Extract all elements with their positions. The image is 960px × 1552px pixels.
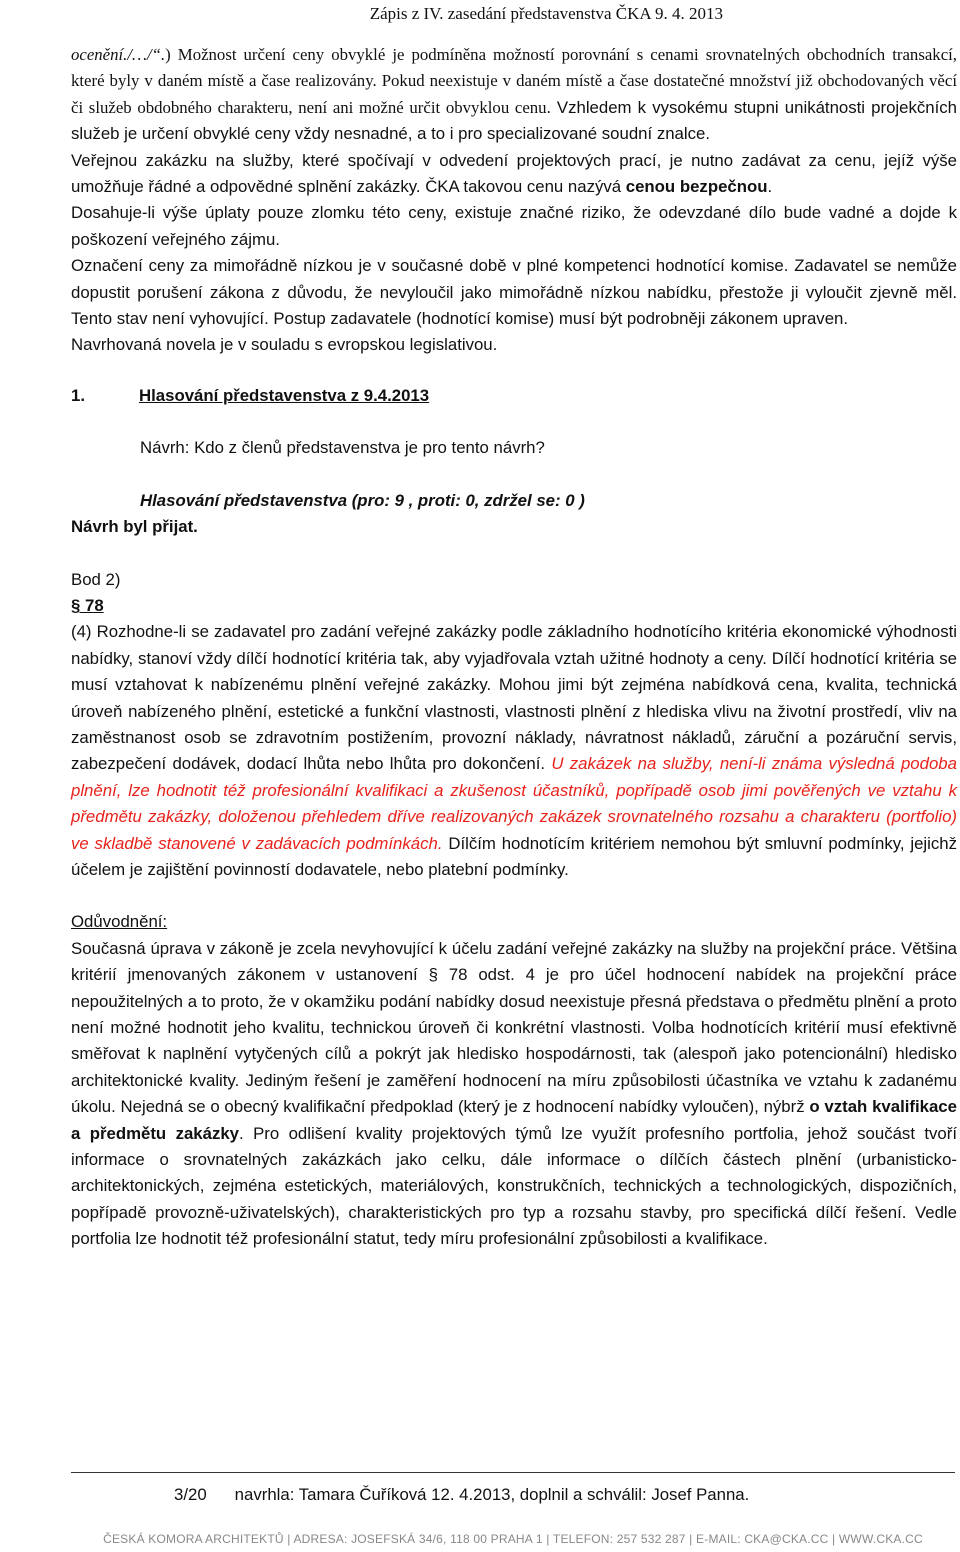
qualification-term: o vztah kvalifikace a předmětu zakázky bbox=[71, 1097, 957, 1143]
paragraph-public-contract bbox=[71, 148, 957, 201]
paragraph-text: (4) Rozhodne-li se zadavatel pro zadání veřejné zakázky podle základního hodnotícího kritéria ekonomické výhodnosti nabídky, stanoví vždy dílčí hodnotící kritéria tak, aby vyjadřovala vztah užitné hodnoty a ceny. Dílčí hodnotící kritéria se musí vztahovat k nabízenému plnění veřejné zakázky. Mohou jimi být zejména nabídková cena, kvalita, technická úroveň nabízeného plnění, estetické a funkční vlastnosti, vlastnosti plnění z hlediska vlivu na životní prostředí, vliv na zaměstnanost osob se zdravotním postižením, provozní náklady, návratnost nákladů, záruční a pozáruční servis, zabezpečení dodávek, dodací lhůta nebo lhůta pro dokončení. bbox=[71, 622, 957, 774]
paragraph-text: . Pro odlišení kvality projektových týmů lze využít profesního portfolia, jehož součást tvoří informace o srovnatelných zakázkách jako celku, dále informace o dílčích částech plnění (urbanisticko-architektonických, zejména estetických, materiálových, konstrukčních, technických a technologických, dispozičních, popřípadě provozně-uživatelských), charakteristických pro typ a rozsahu stavby, pro specifická dílčí řešení. Vedle portfolia lze hodnotit též profesionální statut, tedy míru profesionální způsobilosti a kvalifikace. bbox=[71, 1123, 958, 1249]
paragraph-text: . bbox=[767, 177, 773, 197]
paragraph-text: Současná úprava v zákoně je zcela nevyhovující k účelu zadání veřejné zakázky na služby na projekční práce. Většina kritérií jmenovaných zákonem v ustanovení § 78 odst. 4 je pro účel hodnocení nabídek na projekční práce nepoužitelných a to proto, že v okamžiku podání nabídky dosud neexistuje přesná představa o předmětu plnění a proto není možné hodnotit jeho kvalitu, technickou úroveň či konkrétní vlastnosti. Volba hodnotících kritérií musí efektivně směřovat k naplnění vytyčených cílů a pokrýt jak hledisko hospodárnosti, tak (alespoň jako potencionální) hledisko architektonické kvality. Jediným řešení je zaměření hodnocení na míru způsobilosti účastníka ve vztahu k zadanému úkolu. Nejedná se o obecný kvalifikační předpoklad (který je z hodnocení nabídky vyloučen), nýbrž bbox=[71, 938, 957, 1117]
vote-number: 1. bbox=[71, 385, 85, 405]
bod-label: Bod 2) bbox=[71, 569, 121, 589]
footer-note bbox=[174, 1485, 749, 1505]
paragraph-risk: Dosahuje-li výše úplaty pouze zlomku této ceny, existuje značné riziko, že odevzdané dílo bude vadné a dojde k poškození veřejného zájmu. bbox=[71, 203, 957, 249]
paragraph-price-determination bbox=[71, 42, 957, 148]
paragraph-text: Veřejnou zakázku na služby, které spočívají v odvedení projektových prací, je nutno zadávat za cenu, jejíž výše umožňuje řádné a odpovědné splnění zakázky. ČKA takovou cenu nazývá bbox=[71, 150, 957, 197]
vote-accepted: Návrh byl přijat. bbox=[71, 517, 198, 537]
proposed-amendment-text: U zakázek na služby, není-li známa výsledná podoba plnění, lze hodnotit též profesionální kvalifikaci a zkušenost účastníků, popřípadě osob jimi pověřených ve vztahu k předmětu zakázky, doloženou přehledem dříve realizovaných zakázek srovnatelného rozsahu a charakteru (portfolio) ve skladbě stanovené v zadávacích podmínkách. bbox=[71, 754, 957, 853]
quote-ending: ocenění./…/“. bbox=[71, 45, 166, 64]
paragraph-abnormally-low-price: Označení ceny za mimořádně nízkou je v současné době v plné kompetenci hodnotící komise. Zadavatel se nemůže dopustit porušení zákona z důvodu, že nevyloučil jako mimořádně nízkou nabídku, přestože ji vyloučit zjevně měl. Tento stav není vyhovující. Postup zadavatele (hodnotící komise) musí být podrobněji zákonem upraven. bbox=[71, 256, 957, 329]
paragraph-text: Vzhledem k vysokému stupni unikátnosti projekčních služeb je určení obvyklé ceny vždy nesnadné, a to i pro specializované soudní znalce. bbox=[71, 97, 957, 144]
paragraph-text: Dílčím hodnotícím kritériem nemohou být smluvní podmínky, jejichž účelem je zajištění povinností dodavatele, nebo platební podmínky. bbox=[71, 833, 957, 879]
vote-heading bbox=[71, 383, 957, 409]
paragraph-justification bbox=[71, 936, 957, 1253]
document-body bbox=[71, 42, 957, 1253]
safe-price-term: cenou bezpečnou bbox=[625, 177, 768, 197]
footer-address: ČESKÁ KOMORA ARCHITEKTŮ | ADRESA: JOSEFSKÁ 34/6, 118 00 PRAHA 1 | TELEFON: 257 532 287 | E-MAIL: CKA@CKA.CC | WWW.CKA.CC bbox=[103, 1532, 923, 1546]
page-number: 3/20 bbox=[174, 1485, 207, 1504]
justification-heading: Odůvodnění: bbox=[71, 912, 168, 932]
paragraph-text: ) Možnost určení ceny obvyklé je podmíněna možností porovnání s cenami srovnatelných obchodních transakcí, které byly v daném místě a čase realizovány. Pokud neexistuje v daném místě a čase dostatečné množství již obchodovaných věcí či služeb obdobného charakteru, není ani možné určit obvyklou cenu. bbox=[71, 45, 957, 117]
footer-divider bbox=[71, 1472, 955, 1473]
footer-author: navrhla: Tamara Čuříková 12. 4.2013, doplnil a schválil: Josef Panna. bbox=[234, 1485, 750, 1504]
page-header-title: Zápis z IV. zasedání představenstva ČKA 9. 4. 2013 bbox=[369, 4, 723, 23]
vote-title: Hlasování představenstva z 9.4.2013 bbox=[139, 385, 430, 405]
paragraph-evaluation-criteria bbox=[71, 619, 957, 883]
paragraph-eu-compliance: Navrhovaná novela je v souladu s evropskou legislativou. bbox=[71, 335, 498, 355]
vote-result: Hlasování představenstva (pro: 9 , proti: 0, zdržel se: 0 ) bbox=[140, 490, 585, 510]
vote-proposal: Návrh: Kdo z členů představenstva je pro tento návrh? bbox=[140, 438, 545, 458]
section-reference: § 78 bbox=[71, 595, 104, 615]
